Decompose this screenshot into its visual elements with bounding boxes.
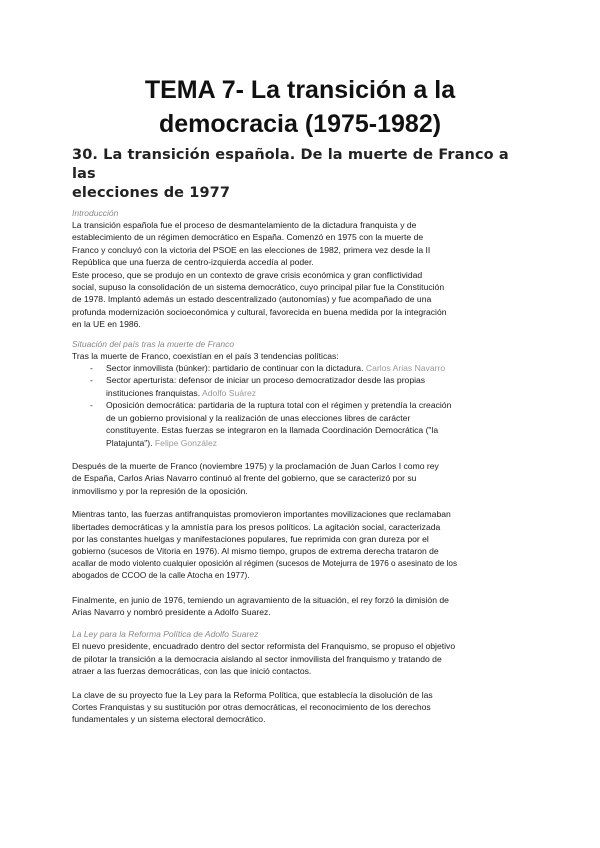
text-line: establecimiento de un régimen democrático en España. Comenzó en 1975 con la muerte de bbox=[72, 232, 424, 243]
text-line: inmovilismo y por la represión de la oposición. bbox=[72, 485, 248, 496]
text-line: instituciones franquistas. bbox=[106, 387, 203, 398]
paragraph-finalmente bbox=[72, 594, 528, 619]
text-line: La clave de su proyecto fue la Ley para la Reforma Política, que establecía la disolución de las bbox=[72, 689, 433, 700]
text-line: Oposición democrática: partidaria de la ruptura total con el régimen y pretendía la creación bbox=[106, 400, 452, 411]
list-item bbox=[90, 374, 528, 399]
text-line: de pilotar la transición a la democracia aislando al sector inmovilista del franquismo y tratando de bbox=[72, 653, 442, 664]
text-line: Después de la muerte de Franco (noviembre 1975) y la proclamación de Juan Carlos I como rey bbox=[72, 460, 439, 471]
paragraph-mientras bbox=[72, 508, 528, 582]
page-title bbox=[72, 0, 528, 141]
text-line: Cortes Franquistas y su sustitución por otras democráticas, el reconocimiento de los derechos bbox=[72, 702, 431, 712]
text-line: atraer a las fuerzas democráticas, con las que inició contactos. bbox=[72, 666, 312, 677]
dash-bullet: - bbox=[90, 363, 93, 374]
person-name: Felipe González bbox=[154, 437, 218, 448]
situacion-heading: Situación del país tras la muerte de Franco bbox=[72, 338, 235, 349]
text-line: de un gobierno provisional y la realización de unas elecciones libres de carácter bbox=[106, 412, 411, 423]
ley-paragraph-2 bbox=[72, 689, 528, 726]
title-line-2: democracia (1975-1982) bbox=[158, 110, 442, 138]
text-line: de 1978. Implantó además un estado descentralizado (autonomías) y fue acompañado de una bbox=[72, 294, 432, 305]
text-line: La transición española fue el proceso de desmantelamiento de la dictadura franquista y de bbox=[72, 220, 417, 230]
text-line: libertades democráticas y la amnistía para los presos políticos. La agitación social, caracterizada bbox=[72, 521, 441, 532]
text-line: por las constantes huelgas y manifestaciones populares, fue reprimida con gran dureza por el bbox=[72, 533, 429, 544]
text-line: gobierno (sucesos de Vitoria en 1976). Al mismo tiempo, grupos de extrema derecha trataron de bbox=[72, 546, 439, 557]
section-heading-line-2: elecciones de 1977 bbox=[72, 185, 231, 201]
list-item bbox=[90, 362, 528, 374]
ley-paragraph-1 bbox=[72, 640, 528, 677]
dash-bullet: - bbox=[90, 375, 93, 386]
text-line: Mientras tanto, las fuerzas antifranquistas promovieron importantes movilizaciones que reclamaban bbox=[72, 509, 451, 520]
intro-paragraph-1 bbox=[72, 219, 528, 269]
tendencias-list bbox=[72, 362, 528, 449]
person-name: Adolfo Suárez bbox=[202, 387, 257, 398]
text-line: Sector inmovilista (búnker): partidario de continuar con la dictadura. bbox=[106, 363, 366, 374]
text-line: República que una fuerza de centro-izquierda accedía al poder. bbox=[72, 257, 314, 268]
text-line: Platajunta"). bbox=[106, 437, 155, 448]
text-line: El nuevo presidente, encuadrado dentro del sector reformista del Franquismo, se propuso el objetivo bbox=[72, 641, 456, 652]
text-line: fundamentales y un sistema electoral democrático. bbox=[72, 714, 266, 725]
list-item bbox=[90, 399, 528, 449]
text-line: abogados de CCOO de la calle Atocha en 1977). bbox=[72, 571, 250, 581]
section-heading bbox=[72, 146, 528, 203]
text-line: Finalmente, en junio de 1976, temiendo un agravamiento de la situación, el rey forzó la dimisión de bbox=[72, 594, 449, 605]
intro-paragraph-2 bbox=[72, 269, 528, 331]
text-line: Franco y concluyó con la victoria del PSOE en las elecciones de 1982, primera vez desde la II bbox=[72, 244, 431, 255]
intro-heading: Introducción bbox=[72, 208, 119, 218]
person-name: Carlos Arias Navarro bbox=[365, 363, 446, 374]
text-line: Este proceso, que se produjo en un contexto de grave crisis económica y gran conflictividad bbox=[72, 269, 423, 280]
title-line-1: TEMA 7- La transición a la bbox=[144, 76, 456, 104]
dash-bullet: - bbox=[90, 400, 93, 411]
text-line: Arias Navarro y nombró presidente a Adolfo Suarez. bbox=[72, 606, 271, 617]
text-line: Sector aperturista: defensor de iniciar un proceso democratizador desde las propias bbox=[106, 375, 426, 386]
text-line: social, supuso la consolidación de un sistema democrático, cuyo principal pilar fue la Constitución bbox=[72, 282, 445, 293]
text-line: acallar de modo violento cualquier oposición al régimen (sucesos de Motejurra de 1976 o asesinato de los bbox=[72, 558, 458, 568]
text-line: en la UE en 1986. bbox=[72, 319, 141, 330]
text-line: constituyente. Estas fuerzas se integraron en la llamada Coordinación Democrática ("la bbox=[106, 425, 439, 436]
paragraph-despues bbox=[72, 460, 528, 497]
text-line: profunda modernización socioeconómica y cultural, favorecida en buena medida por la integración bbox=[72, 306, 447, 317]
ley-heading: La Ley para la Reforma Política de Adolfo Suarez bbox=[72, 629, 259, 640]
situacion-lead: Tras la muerte de Franco, coexistían en el país 3 tendencias políticas: bbox=[72, 350, 339, 361]
text-line: de España, Carlos Arias Navarro continuó al frente del gobierno, que se caracterizó por su bbox=[72, 473, 417, 484]
section-heading-line-1: 30. La transición española. De la muerte de Franco a las bbox=[72, 147, 509, 182]
